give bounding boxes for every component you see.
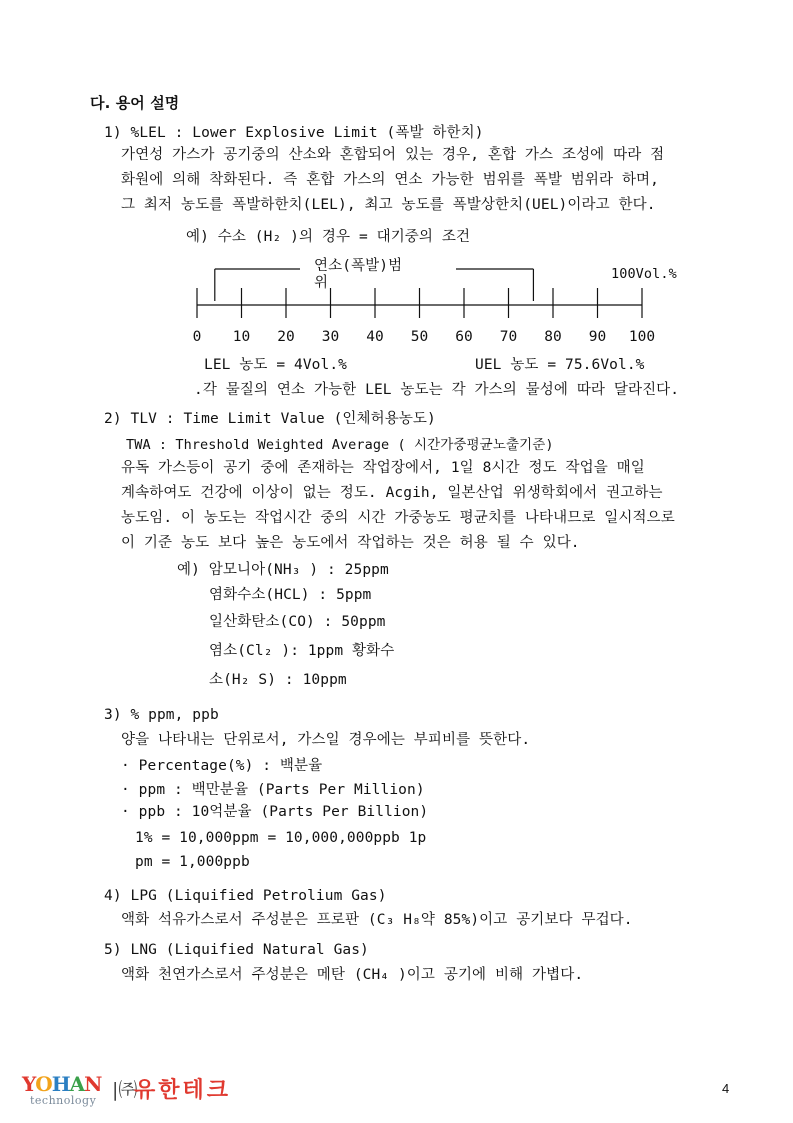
range-label-2: 위 — [314, 275, 329, 291]
tick-label-20: 20 — [277, 329, 295, 345]
s2-line-4: 이 기준 농도 보다 높은 농도에서 작업하는 것은 허용 될 수 있다. — [121, 535, 580, 551]
s1-example: 예) 수소 (H₂ )의 경우 = 대기중의 조건 — [186, 229, 471, 245]
s2-example-1: 예) 암모니아(NH₃ ) : 25ppm — [177, 562, 389, 578]
s3-eq-2: pm = 1,000ppb — [135, 854, 250, 870]
s2-example-3: 일산화탄소(CO) : 50ppm — [209, 614, 386, 630]
s3-item-2: · ppm : 백만분율 (Parts Per Million) — [121, 782, 425, 798]
s1-line-1: 가연성 가스가 공기중의 산소와 혼합되어 있는 경우, 혼합 가스 조성에 따라 점 — [121, 147, 665, 163]
company-logo — [22, 1072, 252, 1112]
s4-heading: 4) LPG (Liquified Petrolium Gas) — [104, 888, 387, 904]
logo-yohan-wordmark — [22, 1072, 101, 1096]
explosion-range-scale — [0, 0, 793, 400]
tick-label-50: 50 — [410, 329, 429, 345]
tick-label-30: 30 — [321, 329, 340, 345]
s3-line: 양을 나타내는 단위로서, 가스일 경우에는 부피비를 뜻한다. — [121, 732, 531, 748]
s2-heading: 2) TLV : Time Limit Value (인체허용농도) — [104, 411, 436, 427]
s2-example-4: 염소(Cl₂ ): 1ppm 황화수 — [209, 643, 395, 659]
s1-line-2: 화원에 의해 착화된다. 즉 혼합 가스의 연소 가능한 범위를 폭발 범위라 하며, — [121, 172, 659, 188]
s5-line: 액화 천연가스로서 주성분은 메탄 (CH₄ )이고 공기에 비해 가볍다. — [121, 967, 584, 983]
s2-line-2: 계속하여도 건강에 이상이 없는 정도. Acgih, 일본산업 위생학회에서 권고하는 — [121, 485, 663, 501]
s3-heading: 3) % ppm, ppb — [104, 707, 219, 723]
tick-label-40: 40 — [366, 329, 384, 345]
logo-corp-mark: |㈜ — [112, 1079, 138, 1101]
logo-letter: Y — [22, 1072, 36, 1096]
s4-line: 액화 석유가스로서 주성분은 프로판 (C₃ H₈약 85%)이고 공기보다 무겁다. — [121, 912, 633, 928]
logo-letter: H — [51, 1072, 70, 1096]
logo-letter: A — [69, 1072, 85, 1096]
tick-label-100: 100 — [628, 329, 656, 345]
logo-letter: O — [35, 1072, 52, 1096]
s2-line-1: 유독 가스등이 공기 중에 존재하는 작업장에서, 1일 8시간 정도 작업을 매일 — [121, 460, 645, 476]
tick-label-0: 0 — [192, 329, 202, 345]
twa-line: TWA : Threshold Weighted Average ( 시간가중평균노출기준) — [126, 437, 554, 453]
tick-label-10: 10 — [232, 329, 251, 345]
lel-text: LEL 농도 = 4Vol.% — [204, 357, 348, 373]
section-title: 다. 용어 설명 — [90, 94, 180, 112]
logo-letter: N — [84, 1072, 102, 1096]
page-number: 4 — [722, 1081, 730, 1096]
s3-item-1: · Percentage(%) : 백분율 — [121, 758, 323, 774]
uel-text: UEL 농도 = 75.6Vol.% — [475, 357, 645, 373]
s2-example-5: 소(H₂ S) : 10ppm — [209, 672, 347, 688]
company-name: 유한테크 — [134, 1078, 232, 1103]
s3-eq-1: 1% = 10,000ppm = 10,000,000ppb 1p — [135, 830, 427, 846]
range-label-1: 연소(폭발)범 — [314, 258, 403, 274]
tick-label-70: 70 — [499, 329, 518, 345]
s3-item-3: · ppb : 10억분율 (Parts Per Billion) — [121, 804, 429, 820]
s5-heading: 5) LNG (Liquified Natural Gas) — [104, 942, 369, 958]
scale-end-label: 100Vol.% — [611, 266, 677, 282]
s1-line-3: 그 최저 농도를 폭발하한치(LEL), 최고 농도를 폭발상한치(UEL)이라고 한다. — [121, 197, 656, 213]
tick-label-80: 80 — [544, 329, 562, 345]
s2-line-3: 농도임. 이 농도는 작업시간 중의 시간 가중농도 평균치를 나타내므로 일시적으로 — [121, 510, 675, 526]
logo-technology-text: technology — [30, 1094, 97, 1107]
tick-label-90: 90 — [588, 329, 607, 345]
s1-note: .각 물질의 연소 가능한 LEL 농도는 각 가스의 물성에 따라 달라진다. — [194, 382, 680, 398]
s2-example-2: 염화수소(HCL) : 5ppm — [209, 587, 372, 603]
s1-heading: 1) %LEL : Lower Explosive Limit (폭발 하한치) — [104, 125, 484, 141]
tick-label-60: 60 — [455, 329, 473, 345]
